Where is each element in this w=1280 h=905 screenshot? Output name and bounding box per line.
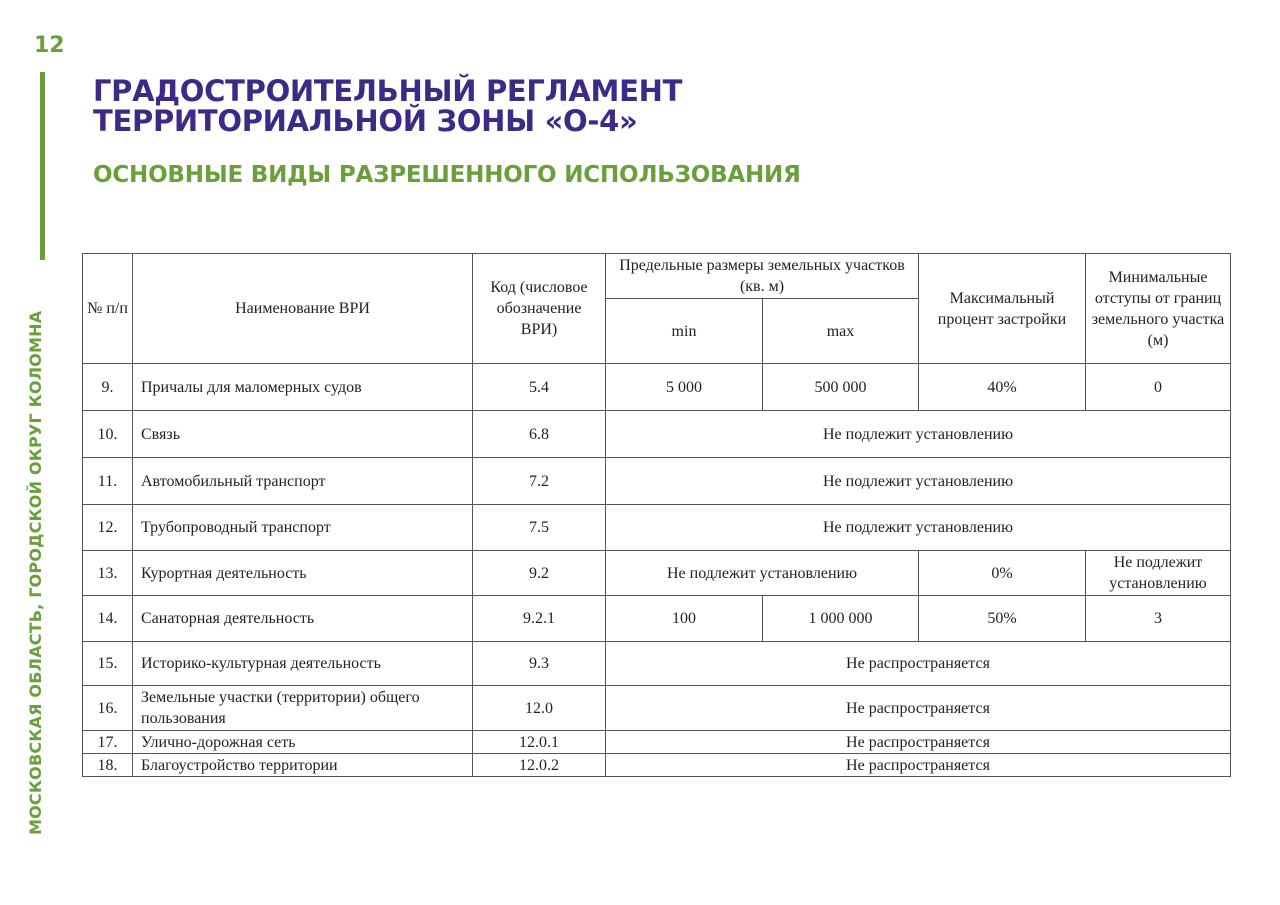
page-number: 12 bbox=[34, 33, 65, 58]
cell-num: 13. bbox=[83, 551, 133, 596]
table-row bbox=[83, 411, 1231, 458]
cell-name: Улично-дорожная сеть bbox=[133, 731, 473, 754]
cell-merged: Не подлежит установлению bbox=[606, 411, 1231, 458]
header-name: Наименование ВРИ bbox=[133, 254, 473, 364]
page-title bbox=[93, 76, 682, 136]
cell-code: 9.2 bbox=[473, 551, 606, 596]
cell-name: Автомобильный транспорт bbox=[133, 458, 473, 505]
table-row bbox=[83, 458, 1231, 505]
cell-merged: Не распространяется bbox=[606, 642, 1231, 686]
cell-setback: 0 bbox=[1086, 364, 1231, 411]
cell-code: 12.0.2 bbox=[473, 754, 606, 777]
cell-name: Связь bbox=[133, 411, 473, 458]
cell-code: 12.0 bbox=[473, 686, 606, 731]
cell-max: 1 000 000 bbox=[763, 596, 919, 642]
cell-num: 10. bbox=[83, 411, 133, 458]
table-row bbox=[83, 596, 1231, 642]
cell-merged: Не подлежит установлению bbox=[606, 505, 1231, 551]
cell-code: 7.2 bbox=[473, 458, 606, 505]
section-subtitle: ОСНОВНЫЕ ВИДЫ РАЗРЕШЕННОГО ИСПОЛЬЗОВАНИЯ bbox=[93, 162, 801, 188]
table-row bbox=[83, 551, 1231, 596]
table-row bbox=[83, 731, 1231, 754]
header-setback: Минимальные отступы от границ земельного участка (м) bbox=[1086, 254, 1231, 364]
cell-percent: 0% bbox=[919, 551, 1086, 596]
table-row bbox=[83, 505, 1231, 551]
cell-percent: 40% bbox=[919, 364, 1086, 411]
cell-code: 9.3 bbox=[473, 642, 606, 686]
cell-merged: Не подлежит установлению bbox=[606, 458, 1231, 505]
cell-name: Причалы для маломерных судов bbox=[133, 364, 473, 411]
header-code: Код (числовое обозначение ВРИ) bbox=[473, 254, 606, 364]
cell-min: 5 000 bbox=[606, 364, 763, 411]
cell-setback: 3 bbox=[1086, 596, 1231, 642]
cell-name: Земельные участки (территории) общего пользования bbox=[133, 686, 473, 731]
cell-percent: 50% bbox=[919, 596, 1086, 642]
cell-name: Историко-культурная деятельность bbox=[133, 642, 473, 686]
cell-code: 9.2.1 bbox=[473, 596, 606, 642]
cell-min: 100 bbox=[606, 596, 763, 642]
cell-code: 7.5 bbox=[473, 505, 606, 551]
cell-num: 14. bbox=[83, 596, 133, 642]
cell-name: Благоустройство территории bbox=[133, 754, 473, 777]
cell-code: 6.8 bbox=[473, 411, 606, 458]
header-sizes: Предельные размеры земельных участков (кв. м) bbox=[606, 254, 919, 299]
header-min: min bbox=[606, 299, 763, 364]
title-line-1: ГРАДОСТРОИТЕЛЬНЫЙ РЕГЛАМЕНТ bbox=[93, 74, 683, 108]
cell-num: 18. bbox=[83, 754, 133, 777]
cell-num: 12. bbox=[83, 505, 133, 551]
table-row bbox=[83, 364, 1231, 411]
cell-name: Курортная деятельность bbox=[133, 551, 473, 596]
side-caption: МОСКОВСКАЯ ОБЛАСТЬ, ГОРОДСКОЙ ОКРУГ КОЛОМНА bbox=[26, 310, 45, 835]
title-line-2: ТЕРРИТОРИАЛЬНОЙ ЗОНЫ «О-4» bbox=[93, 104, 638, 138]
cell-max: 500 000 bbox=[763, 364, 919, 411]
cell-merged: Не распространяется bbox=[606, 731, 1231, 754]
cell-merged: Не распространяется bbox=[606, 686, 1231, 731]
cell-sizes-merged: Не подлежит установлению bbox=[606, 551, 919, 596]
cell-num: 9. bbox=[83, 364, 133, 411]
cell-num: 17. bbox=[83, 731, 133, 754]
header-num: № п/п bbox=[83, 254, 133, 364]
header-max: max bbox=[763, 299, 919, 364]
table-row bbox=[83, 754, 1231, 777]
accent-bar bbox=[40, 72, 45, 260]
cell-num: 15. bbox=[83, 642, 133, 686]
cell-code: 5.4 bbox=[473, 364, 606, 411]
cell-num: 16. bbox=[83, 686, 133, 731]
cell-setback: Не подлежит установлению bbox=[1086, 551, 1231, 596]
regulation-table bbox=[82, 253, 1231, 777]
table-row bbox=[83, 686, 1231, 731]
table-row bbox=[83, 642, 1231, 686]
cell-code: 12.0.1 bbox=[473, 731, 606, 754]
cell-name: Санаторная деятельность bbox=[133, 596, 473, 642]
cell-num: 11. bbox=[83, 458, 133, 505]
cell-name: Трубопроводный транспорт bbox=[133, 505, 473, 551]
header-percent: Максимальный процент застройки bbox=[919, 254, 1086, 364]
cell-merged: Не распространяется bbox=[606, 754, 1231, 777]
